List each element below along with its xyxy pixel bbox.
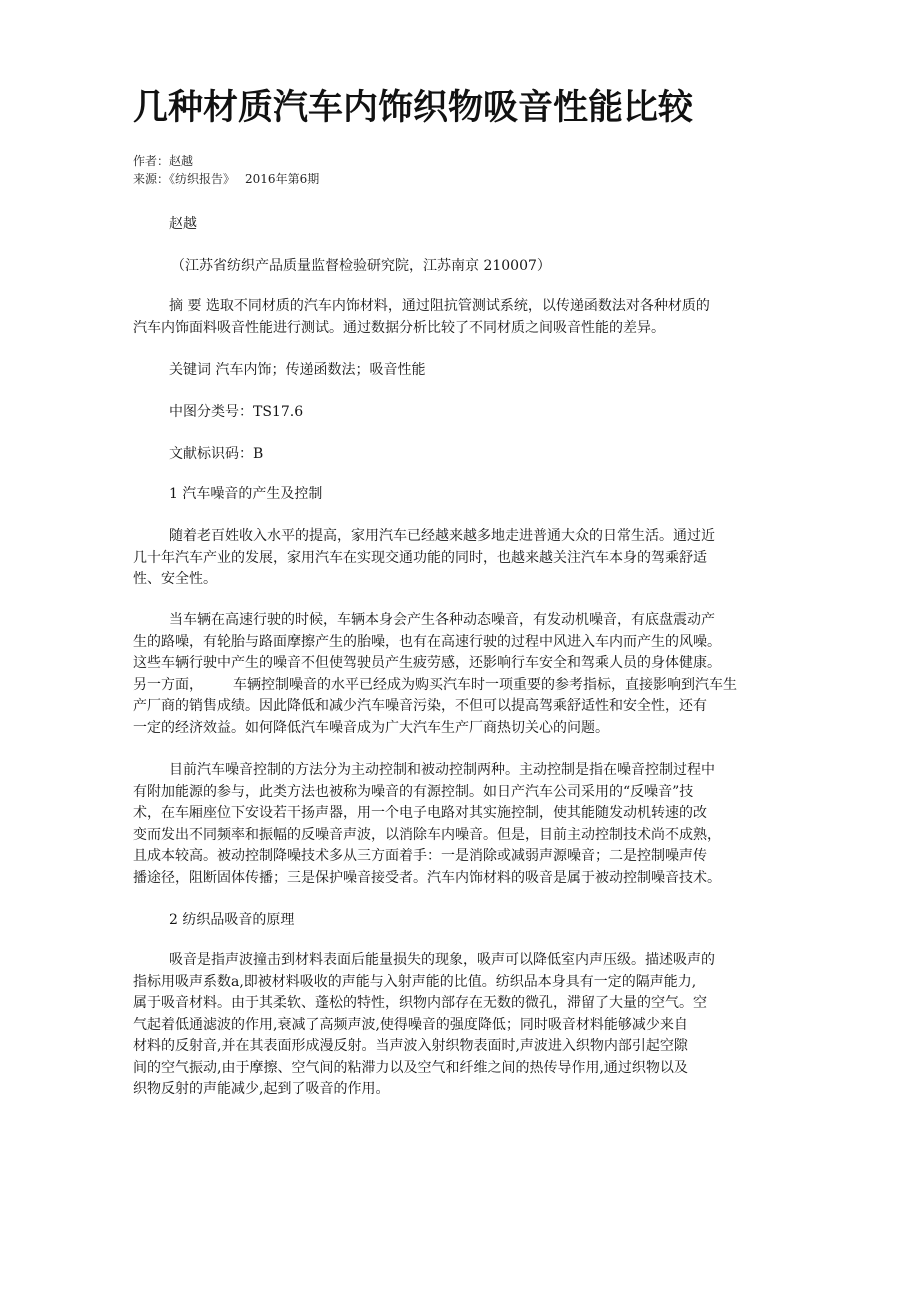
paragraph-line: 指标用吸声系数a,即被材料吸收的声能与入射声能的比值。纺织品本身具有一定的隔声能力, bbox=[133, 973, 697, 990]
affiliation: （江苏省纺织产品质量监督检验研究院，江苏南京 210007） bbox=[171, 258, 551, 274]
paragraph-line: 几十年汽车产业的发展，家用汽车在实现交通功能的同时，也越来越关注汽车本身的驾乘舒适 bbox=[133, 549, 707, 566]
paragraph-line: 织物反射的声能减少,起到了吸音的作用。 bbox=[133, 1081, 390, 1097]
paragraph-line: 性、安全性。 bbox=[133, 571, 217, 587]
paragraph-line: 有附加能源的参与，此类方法也被称为噪音的有源控制。如日产汽车公司采用的“反噪音”技 bbox=[133, 783, 694, 800]
section-1-paragraph-1 bbox=[133, 526, 793, 591]
paragraph-line: 这些车辆行驶中产生的噪音不但使驾驶员产生疲劳感，还影响行车安全和驾乘人员的身体健康。 bbox=[133, 655, 721, 671]
paragraph-line: 吸音是指声波撞击到材料表面后能量损失的现象，吸声可以降低室内声压级。描述吸声的 bbox=[169, 952, 715, 968]
article-meta bbox=[133, 152, 793, 188]
clc-number: 中图分类号：TS17.6 bbox=[169, 404, 304, 420]
section-1-paragraph-3 bbox=[133, 760, 793, 889]
paragraph-line: 生的路噪，有轮胎与路面摩擦产生的胎噪，也有在高速行驶的过程中风进入车内而产生的风噪。 bbox=[133, 633, 721, 650]
author-label: 作者： bbox=[133, 154, 170, 168]
byline-author: 赵越 bbox=[169, 216, 197, 232]
source-journal: 《纺织报告》 bbox=[169, 172, 236, 186]
keywords: 关键词 汽车内饰；传递函数法；吸音性能 bbox=[169, 362, 426, 378]
abstract-line: 摘 要 选取不同材质的汽车内饰材料，通过阻抗管测试系统，以传递函数法对各种材质的 bbox=[169, 298, 710, 314]
author-line bbox=[133, 152, 793, 170]
source-line bbox=[133, 170, 793, 188]
paragraph-fragment: 另一方面， bbox=[133, 676, 203, 693]
source-label: 来源： bbox=[133, 172, 170, 186]
section-2-heading: 2 纺织品吸音的原理 bbox=[169, 912, 295, 928]
paragraph-fragment: 车辆控制噪音的水平已经成为购买汽车时一项重要的参考指标，直接影响到汽车生 bbox=[233, 676, 737, 693]
abstract bbox=[133, 296, 793, 339]
paragraph-line: 且成本较高。被动控制降噪技术多从三方面着手：一是消除或减弱声源噪音；二是控制噪声传 bbox=[133, 848, 707, 864]
section-1-paragraph-2 bbox=[133, 610, 793, 739]
section-1-heading: 1 汽车噪音的产生及控制 bbox=[169, 486, 323, 502]
paragraph-line: 随着老百姓收入水平的提高，家用汽车已经越来越多地走进普通大众的日常生活。通过近 bbox=[169, 528, 715, 544]
paragraph-line: 气起着低通滤波的作用,衰减了高频声波,使得噪音的强度降低；同时吸音材料能够减少来自 bbox=[133, 1016, 688, 1033]
source-issue: 2016年第6期 bbox=[245, 172, 320, 186]
paragraph-line: 间的空气振动,由于摩擦、空气间的粘滞力以及空气和纤维之间的热传导作用,通过织物以及 bbox=[133, 1059, 688, 1076]
paragraph-line: 目前汽车噪音控制的方法分为主动控制和被动控制两种。主动控制是指在噪音控制过程中 bbox=[169, 762, 715, 778]
paragraph-line bbox=[133, 675, 793, 697]
paragraph-line: 变而发出不同频率和振幅的反噪音声波，以消除车内噪音。但是，目前主动控制技术尚不成熟， bbox=[133, 826, 721, 843]
article-title: 几种材质汽车内饰织物吸音性能比较 bbox=[133, 87, 694, 128]
paragraph-line: 属于吸音材料。由于其柔软、蓬松的特性，织物内部存在无数的微孔，滞留了大量的空气。空 bbox=[133, 995, 707, 1011]
paragraph-line: 当车辆在高速行驶的时候，车辆本身会产生各种动态噪音，有发动机噪音，有底盘震动产 bbox=[169, 612, 715, 628]
paragraph-line: 产厂商的销售成绩。因此降低和减少汽车噪音污染，不但可以提高驾乘舒适性和安全性，还有 bbox=[133, 698, 707, 714]
author-name: 赵越 bbox=[169, 154, 194, 168]
paragraph-line: 一定的经济效益。如何降低汽车噪音成为广大汽车生产厂商热切关心的问题。 bbox=[133, 719, 609, 736]
paragraph-line: 播途径，阻断固体传播；三是保护噪音接受者。汽车内饰材料的吸音是属于被动控制噪音技术。 bbox=[133, 869, 721, 886]
paragraph-line: 材料的反射音,并在其表面形成漫反射。当声波入射织物表面时,声波进入织物内部引起空隙 bbox=[133, 1038, 688, 1054]
section-2-paragraph-1 bbox=[133, 950, 793, 1101]
document-code: 文献标识码：B bbox=[169, 446, 264, 462]
abstract-line: 汽车内饰面料吸音性能进行测试。通过数据分析比较了不同材质之间吸音性能的差异。 bbox=[133, 319, 665, 336]
paragraph-line: 术，在车厢座位下安设若干扬声器，用一个电子电路对其实施控制，使其能随发动机转速的改 bbox=[133, 805, 707, 821]
